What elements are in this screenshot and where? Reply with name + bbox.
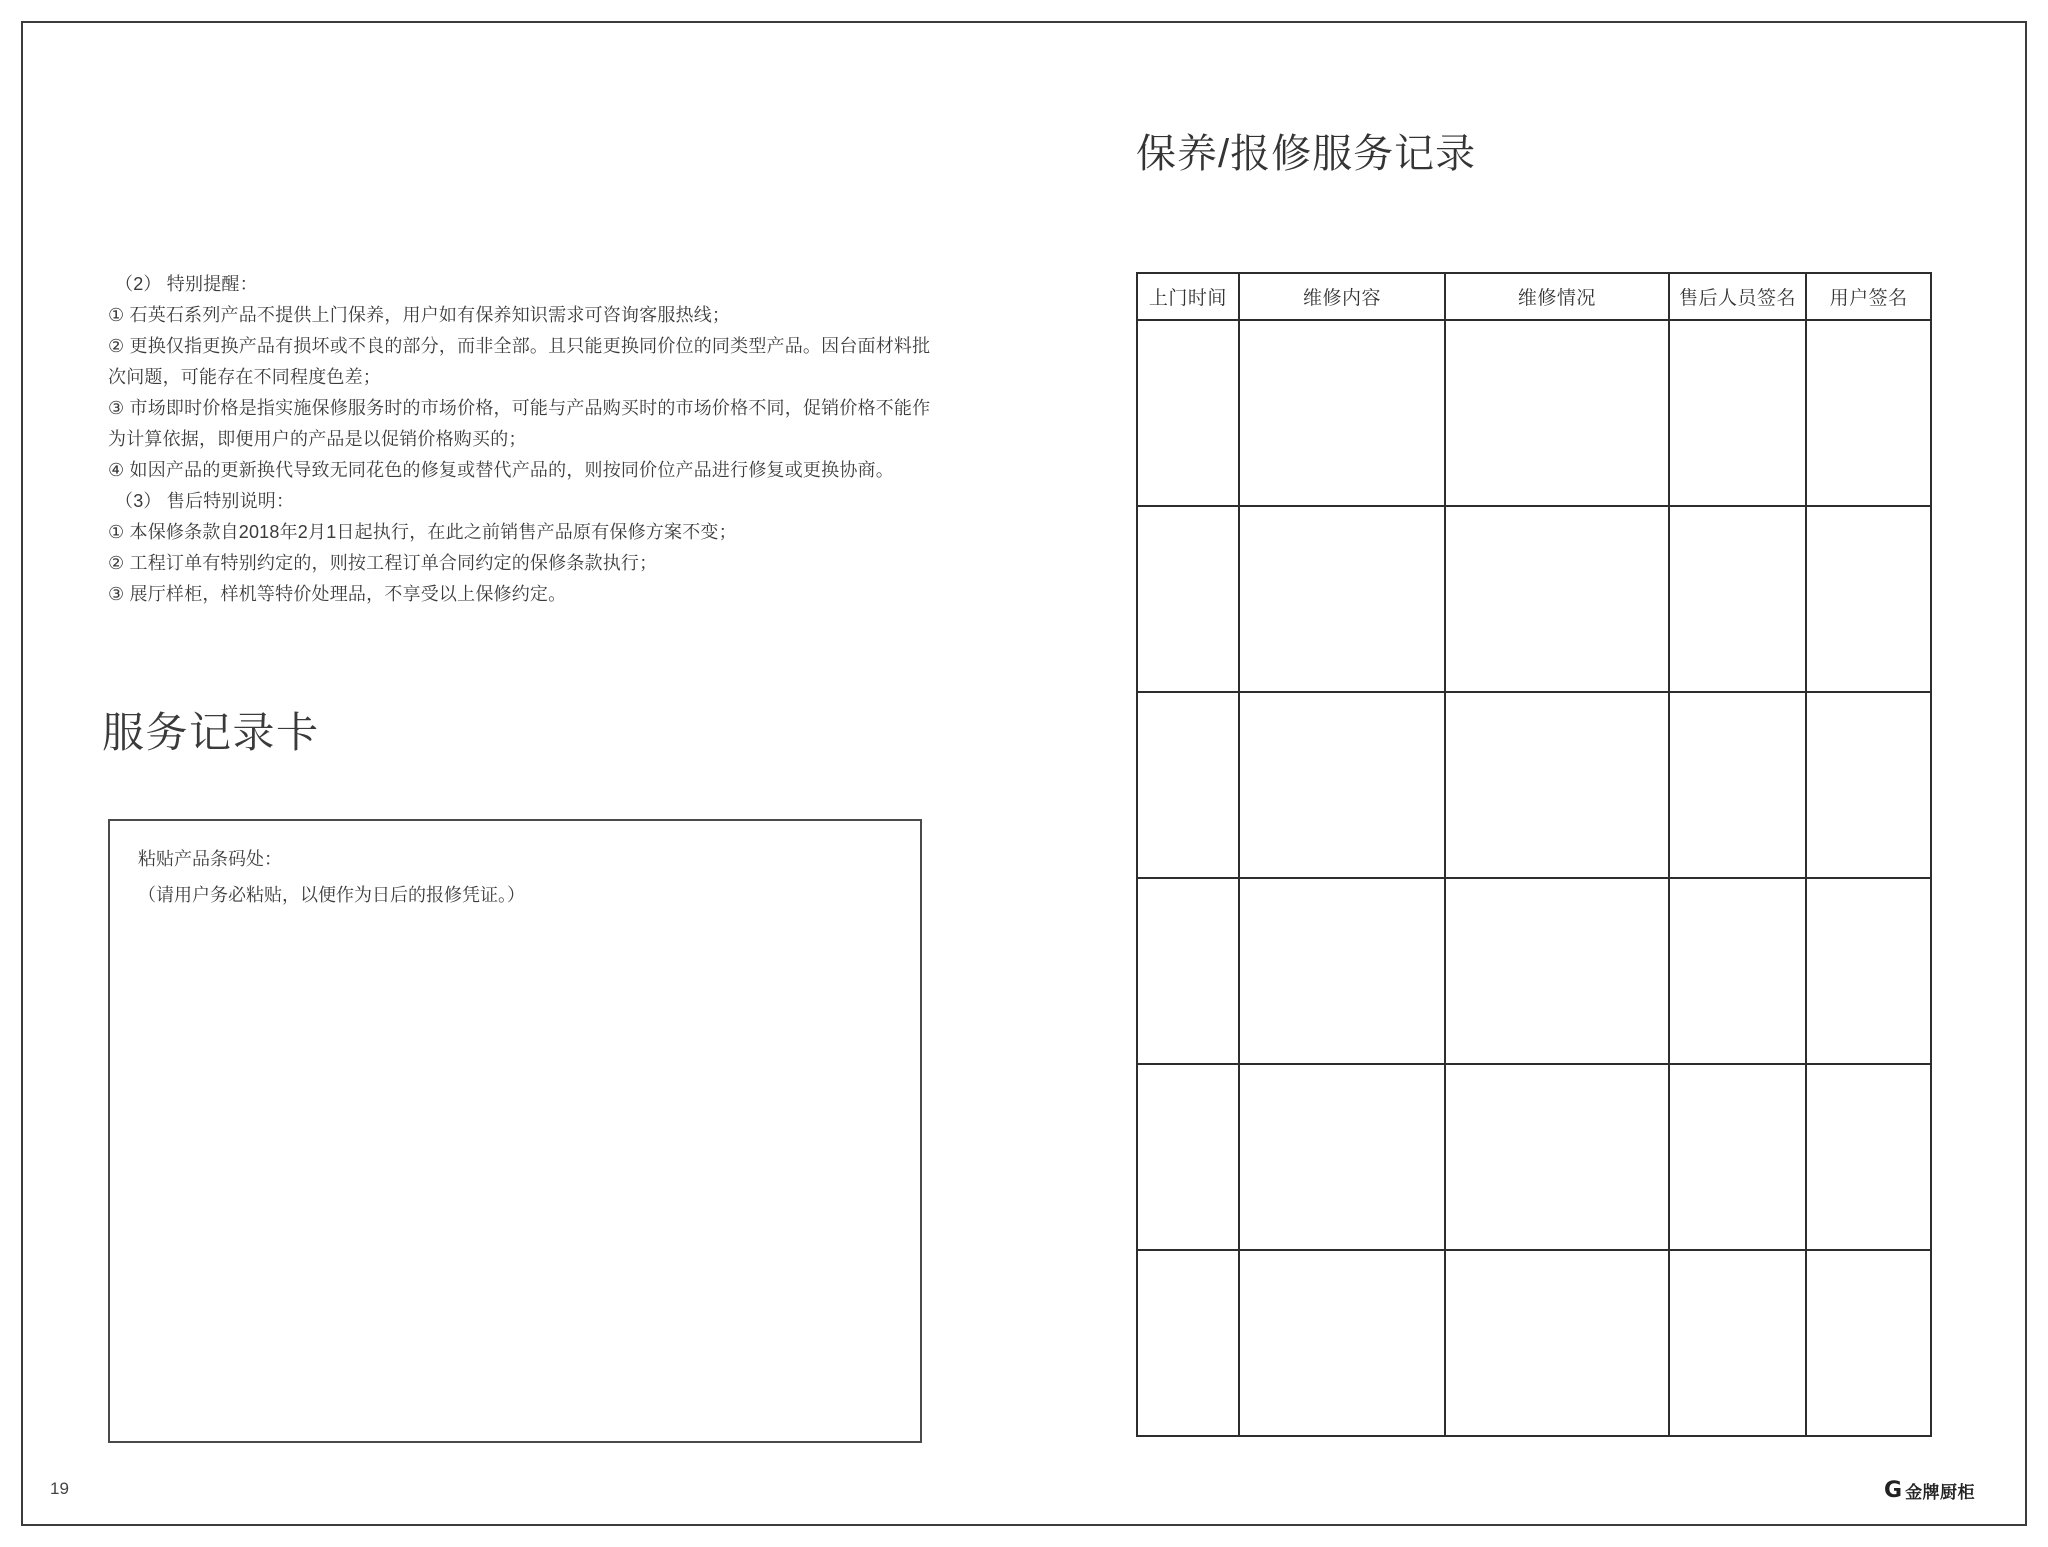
table-header-row <box>1137 273 1931 320</box>
table-cell-empty <box>1806 1250 1931 1436</box>
table-cell-empty <box>1445 692 1668 878</box>
notice-line: 次问题，可能存在不同程度色差； <box>108 367 381 387</box>
table-cell-empty <box>1239 506 1446 692</box>
table-cell-empty <box>1137 1250 1239 1436</box>
table-row <box>1137 320 1931 506</box>
notice-line: （2） 特别提醒： <box>115 274 258 294</box>
table-row <box>1137 506 1931 692</box>
table-cell-empty <box>1445 878 1668 1064</box>
col-header-staff-signature: 售后人员签名 <box>1669 273 1807 320</box>
table-cell-empty <box>1669 1250 1807 1436</box>
notice-line: 为计算依据，即便用户的产品是以促销价格购买的； <box>108 429 527 449</box>
table-cell-empty <box>1806 320 1931 506</box>
table-row <box>1137 1250 1931 1436</box>
col-header-visit-time: 上门时间 <box>1137 273 1239 320</box>
table-cell-empty <box>1669 1064 1807 1250</box>
table-row <box>1137 1064 1931 1250</box>
table-cell-empty <box>1806 878 1931 1064</box>
table-cell-empty <box>1137 1064 1239 1250</box>
service-record-title: 保养/报修服务记录 <box>1136 132 1477 176</box>
barcode-box-label: 粘贴产品条码处： <box>138 849 282 869</box>
notice-line: ② 工程订单有特别约定的，则按工程订单合同约定的保修条款执行； <box>108 553 658 573</box>
table-cell-empty <box>1806 506 1931 692</box>
table-cell-empty <box>1239 878 1446 1064</box>
table-cell-empty <box>1669 506 1807 692</box>
col-header-user-signature: 用户签名 <box>1806 273 1931 320</box>
brand-name: 金牌厨柜 <box>1905 1483 1976 1502</box>
table-cell-empty <box>1669 692 1807 878</box>
table-cell-empty <box>1239 320 1446 506</box>
page-number: 19 <box>50 1479 69 1498</box>
service-card-heading: 服务记录卡 <box>102 709 320 756</box>
notice-line: （3） 售后特别说明： <box>115 491 295 511</box>
table-cell-empty <box>1445 1064 1668 1250</box>
table-cell-empty <box>1137 692 1239 878</box>
service-record-table <box>1136 272 1932 1437</box>
notice-line: ① 石英石系列产品不提供上门保养，用户如有保养知识需求可咨询客服热线； <box>108 305 731 325</box>
table-cell-empty <box>1239 692 1446 878</box>
col-header-repair-content: 维修内容 <box>1239 273 1446 320</box>
brand-g-icon: G <box>1884 1477 1903 1503</box>
table-cell-empty <box>1806 692 1931 878</box>
notice-line: ③ 市场即时价格是指实施保修服务时的市场价格，可能与产品购买时的市场价格不同，促销价格不能作 <box>108 398 931 418</box>
notice-line: ② 更换仅指更换产品有损坏或不良的部分，而非全部。且只能更换同价位的同类型产品。因台面材料批 <box>108 336 931 356</box>
table-cell-empty <box>1239 1250 1446 1436</box>
table-row <box>1137 878 1931 1064</box>
barcode-box-note: （请用户务必粘贴，以便作为日后的报修凭证。） <box>138 885 525 905</box>
table-cell-empty <box>1445 1250 1668 1436</box>
warranty-notes <box>108 269 968 610</box>
table-cell-empty <box>1445 320 1668 506</box>
table-cell-empty <box>1669 878 1807 1064</box>
brand-logo <box>1884 1478 1975 1503</box>
table-row <box>1137 692 1931 878</box>
notice-line: ④ 如因产品的更新换代导致无同花色的修复或替代产品的，则按同价位产品进行修复或更换协商。 <box>108 460 894 480</box>
table-cell-empty <box>1137 878 1239 1064</box>
table-cell-empty <box>1806 1064 1931 1250</box>
notice-line: ① 本保修条款自2018年2月1日起执行，在此之前销售产品原有保修方案不变； <box>108 522 737 542</box>
table-cell-empty <box>1137 320 1239 506</box>
table-cell-empty <box>1669 320 1807 506</box>
barcode-sticker-box <box>108 819 922 1443</box>
table-cell-empty <box>1239 1064 1446 1250</box>
col-header-repair-status: 维修情况 <box>1445 273 1668 320</box>
table-cell-empty <box>1137 506 1239 692</box>
notice-line: ③ 展厅样柜，样机等特价处理品，不享受以上保修约定。 <box>108 584 567 604</box>
table-cell-empty <box>1445 506 1668 692</box>
